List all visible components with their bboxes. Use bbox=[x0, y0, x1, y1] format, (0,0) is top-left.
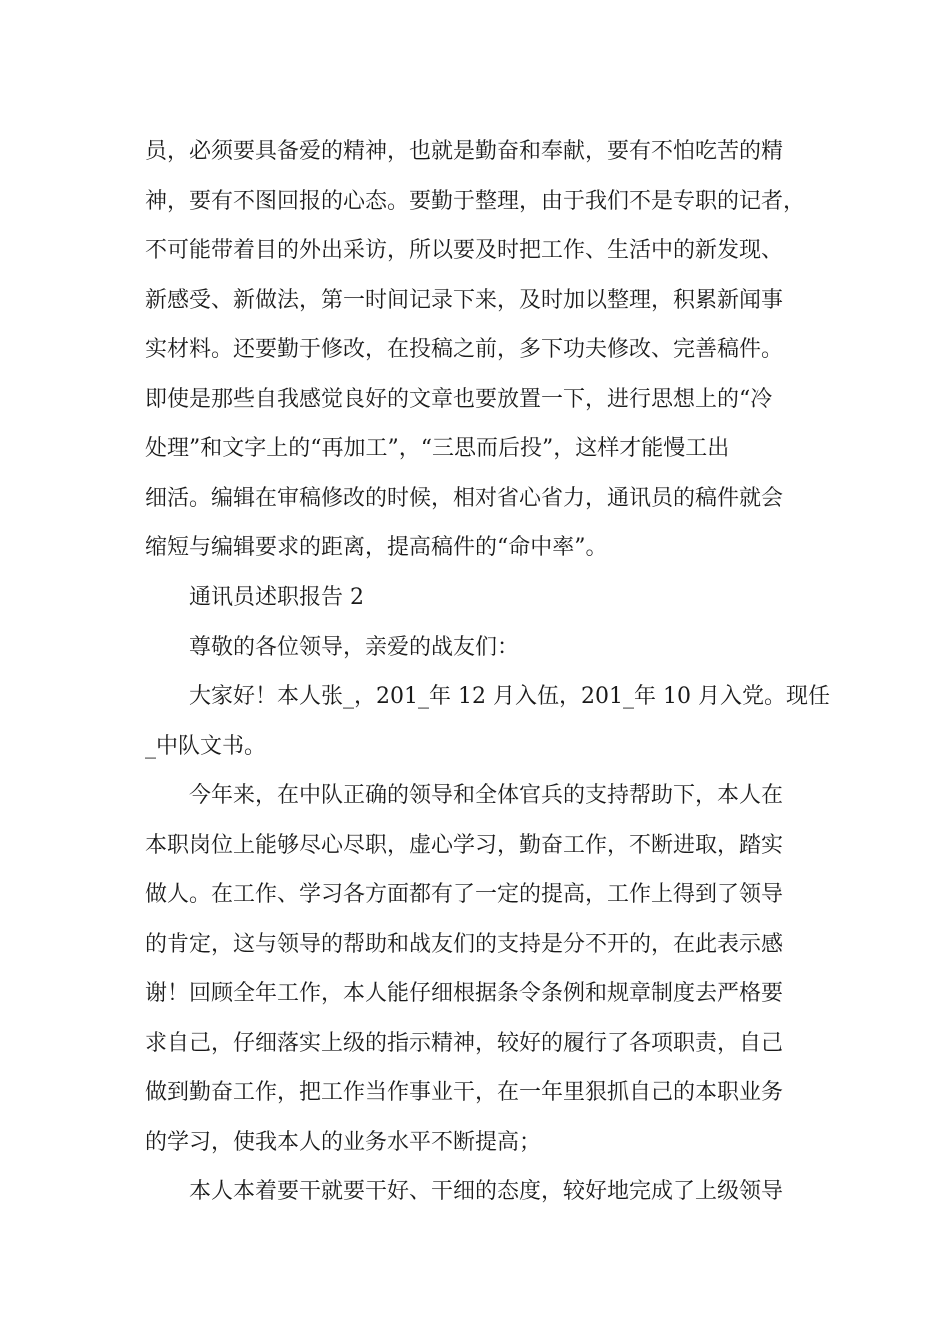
salutation: 尊敬的各位领导，亲爱的战友们： bbox=[189, 635, 520, 660]
text-line: 实材料。还要勤于修改，在投稿之前，多下功夫修改、完善稿件。 bbox=[145, 337, 784, 362]
text-line: _中队文书。 bbox=[145, 734, 267, 759]
text-line: 神，要有不图回报的心态。要勤于整理，由于我们不是专职的记者， bbox=[145, 189, 806, 214]
text-line: 的肯定，这与领导的帮助和战友们的支持是分不开的，在此表示感 bbox=[145, 932, 784, 957]
text-line: 谢！回顾全年工作，本人能仔细根据条令条例和规章制度去严格要 bbox=[145, 981, 784, 1006]
text-line: 大家好！本人张_，201_年 12 月入伍，201_年 10 月入党。现任 bbox=[189, 684, 830, 709]
text-line: 不可能带着目的外出采访，所以要及时把工作、生活中的新发现、 bbox=[145, 238, 784, 263]
text-line: 缩短与编辑要求的距离，提高稿件的“命中率”。 bbox=[145, 535, 608, 560]
text-line: 本人本着要干就要干好、干细的态度，较好地完成了上级领导 bbox=[189, 1179, 784, 1204]
text-line: 细活。编辑在审稿修改的时候，相对省心省力，通讯员的稿件就会 bbox=[145, 486, 784, 511]
text-line: 做人。在工作、学习各方面都有了一定的提高，工作上得到了领导 bbox=[145, 882, 784, 907]
text-line: 求自己，仔细落实上级的指示精神，较好的履行了各项职责，自己 bbox=[145, 1031, 784, 1056]
text-line: 处理”和文字上的“再加工”，“三思而后投”，这样才能慢工出 bbox=[145, 436, 730, 461]
text-line: 员，必须要具备爱的精神，也就是勤奋和奉献，要有不怕吃苦的精 bbox=[145, 139, 784, 164]
text-line: 即使是那些自我感觉良好的文章也要放置一下，进行思想上的“冷 bbox=[145, 387, 773, 412]
text-line: 今年来，在中队正确的领导和全体官兵的支持帮助下，本人在 bbox=[189, 783, 784, 808]
text-line: 的学习，使我本人的业务水平不断提高； bbox=[145, 1130, 542, 1155]
section-heading: 通讯员述职报告 2 bbox=[189, 585, 364, 610]
text-line: 做到勤奋工作，把工作当作事业干，在一年里狠抓自己的本职业务 bbox=[145, 1080, 784, 1105]
text-line: 新感受、新做法，第一时间记录下来，及时加以整理，积累新闻事 bbox=[145, 288, 784, 313]
text-line: 本职岗位上能够尽心尽职，虚心学习，勤奋工作，不断进取，踏实 bbox=[145, 833, 784, 858]
